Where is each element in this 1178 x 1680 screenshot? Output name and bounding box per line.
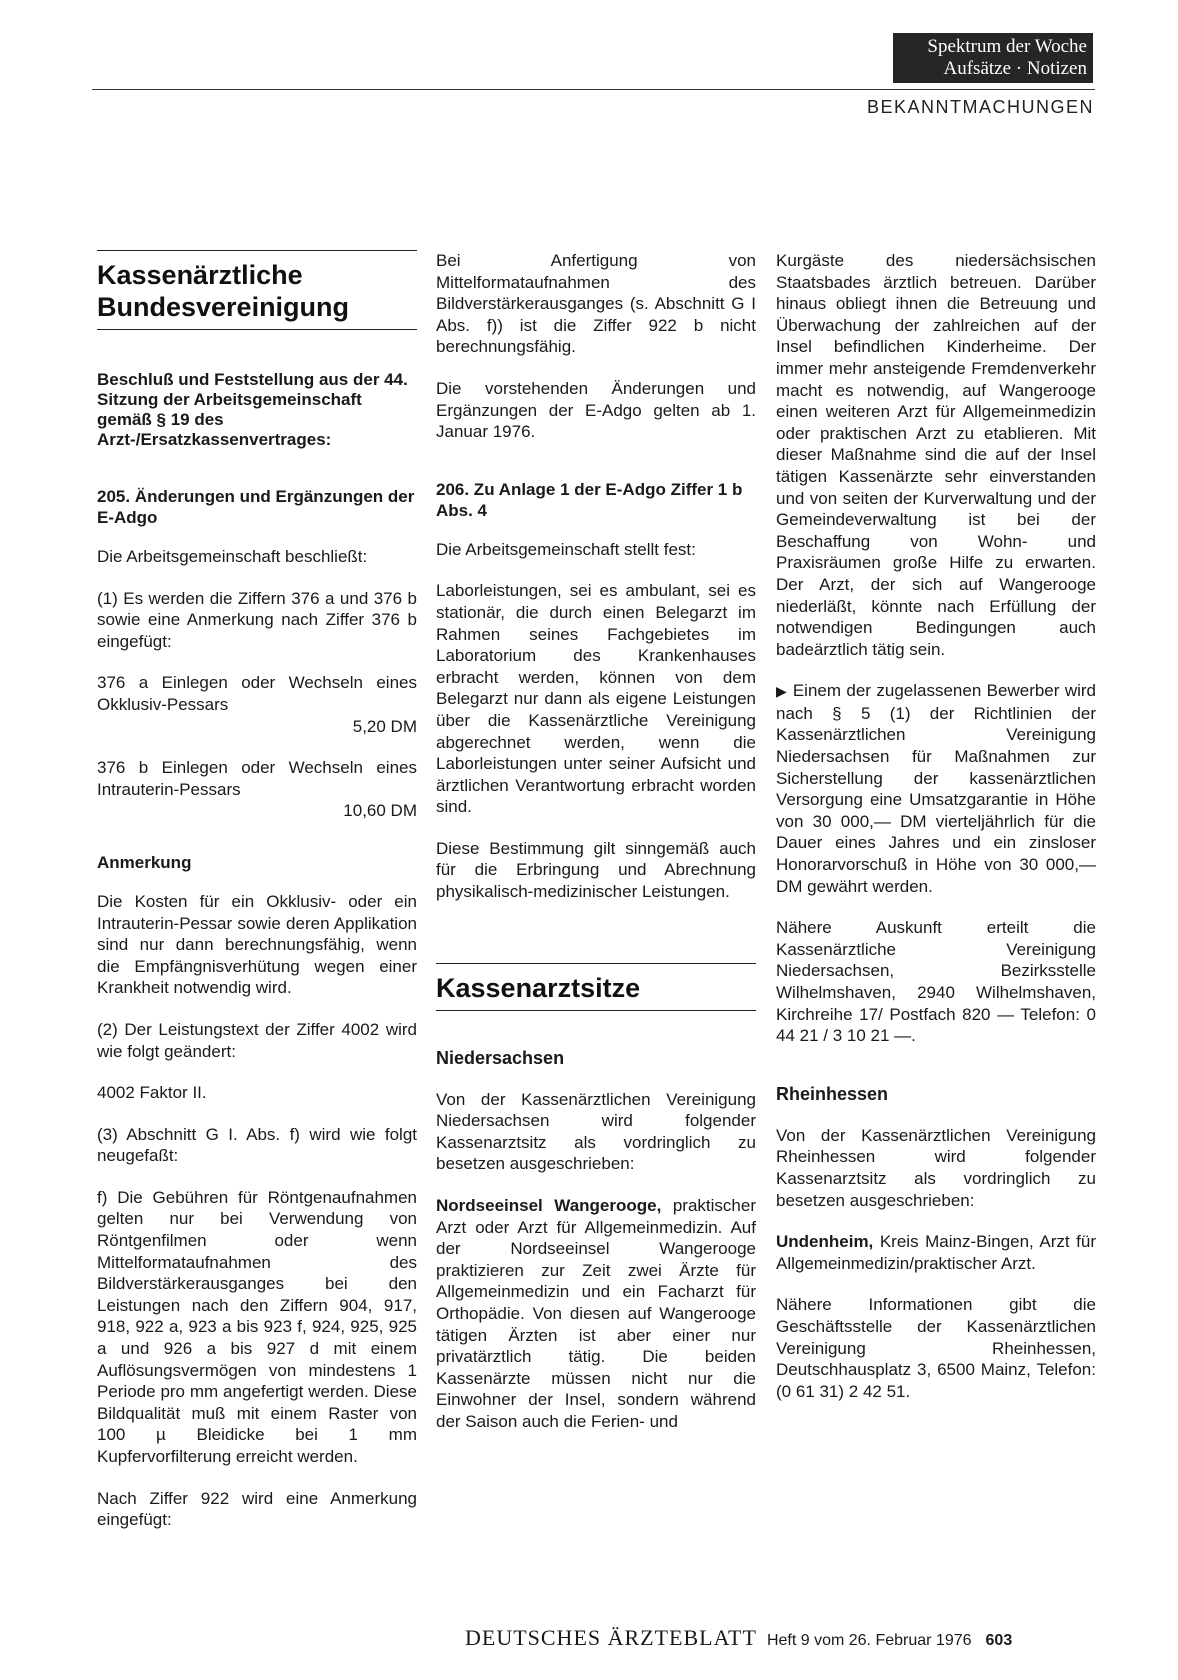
paragraph-text: Kreis Mainz-Bingen, Arzt für Allgemeinmedizin/praktischer Arzt. xyxy=(776,1232,1096,1273)
paragraph: (2) Der Leistungstext der Ziffer 4002 wird wie folgt geändert: xyxy=(97,1019,417,1061)
section-label: BEKANNTMACHUNGEN xyxy=(866,97,1094,117)
rubric-line-2: Aufsätze · Notizen xyxy=(943,58,1087,79)
fee-item-376a xyxy=(97,672,417,737)
fee-item-price: 10,60 DM xyxy=(343,801,417,821)
place-name: Undenheim, xyxy=(776,1232,874,1252)
journal-name: DEUTSCHES ÄRZTEBLATT xyxy=(465,1625,757,1650)
fee-item-price: 5,20 DM xyxy=(352,716,417,736)
paragraph: 4002 Faktor II. xyxy=(97,1083,207,1103)
arrow-icon: ▶ xyxy=(776,683,788,700)
heading-206: 206. Zu Anlage 1 der E-Adgo Ziffer 1 b Abs. 4 xyxy=(436,479,743,520)
paragraph: (1) Es werden die Ziffern 376 a und 376 b sowie eine Anmerkung nach Ziffer 376 b eingefügt: xyxy=(97,588,417,651)
paragraph: Kurgäste des niedersächsischen Staatsbades ärztlich betreuen. Darüber hinaus obliegt ihnen die Betreuung und Überwachung der zahlreichen auf der Insel befindlichen Kinderheime. Der immer mehr ansteigende Fremdenverkehr macht es notwendig, auf Wangerooge einen weiteren Arzt für Allgemeinmedizin oder praktischen Arzt zu etablieren. Mit dieser Maßnahme sind die auf der Insel tätigen Kassenärzte sehr einverstanden und von seiten der Kurverwaltung und der Gemeindeverwaltung ist bei der Beschaffung von Wohn- und Praxisräumen große Hilfe zu erwarten. Der Arzt, der sich auf Wangerooge niederläßt, könnte nach Erfüllung der notwendigen Bedingungen auch badeärztlich tätig sein. xyxy=(776,251,1096,659)
fee-item-label: 376 a Einlegen oder Wechseln eines Okklusiv-Pessars xyxy=(97,673,417,714)
heading-rheinhessen: Rheinhessen xyxy=(776,1083,889,1104)
paragraph: Nach Ziffer 922 wird eine Anmerkung eingefügt: xyxy=(97,1488,417,1530)
page-footer xyxy=(465,1625,1095,1651)
paragraph xyxy=(776,1231,1096,1274)
column-3 xyxy=(776,250,1096,1422)
heading-anmerkung: Anmerkung xyxy=(97,852,192,872)
page-number: 603 xyxy=(985,1632,1013,1649)
paragraph: Die vorstehenden Änderungen und Ergänzungen der E-Adgo gelten ab 1. Januar 1976. xyxy=(436,378,756,442)
paragraph: f) Die Gebühren für Röntgenaufnahmen gelten nur bei Verwendung von Röntgenfilmen oder wenn Mittelformataufnahmen des Bildverstärkerausganges bei den Leistungen nach den Ziffern 904, 917, 918, 922 a, 923 a bis 923 f, 924, 925, 925 a und 926 a bis 927 d mit einem Auflösungsvermögen von mindestens 1 Periode pro mm angefertigt werden. Diese Bildqualität muß mit einem Raster von 100 µ Bleidicke bei 1 mm Kupfervorfilterung erreicht werden. xyxy=(97,1187,417,1466)
paragraph xyxy=(776,680,1096,897)
paragraph-text: Einem der zugelassenen Bewerber wird nach § 5 (1) der Richtlinien der Kassenärztlichen Vereinigung Niedersachsen für Maßnahmen zur Sicherstellung der kassenärztlichen Versorgung eine Umsatzgarantie in Höhe von 30 000,— DM vierteljährlich für die Dauer eines Jahres und ein zinsloser Honorarvorschuß in Höhe von 30 000,— DM gewährt werden. xyxy=(776,681,1096,896)
fee-item-376b xyxy=(97,757,417,822)
paragraph: Nähere Informationen gibt die Geschäftsstelle der Kassenärztlichen Vereinigung Rheinhessen, Deutschhausplatz 3, 6500 Mainz, Telefon: (0 61 31) 2 42 51. xyxy=(776,1295,1096,1401)
fee-item-price-row xyxy=(97,716,417,738)
heading-niedersachsen: Niedersachsen xyxy=(436,1047,565,1068)
paragraph: Von der Kassenärztlichen Vereinigung Rheinhessen wird folgender Kassenarztsitz als vordringlich zu besetzen ausgeschrieben: xyxy=(776,1125,1096,1210)
header-rule xyxy=(92,89,1095,90)
paragraph: Die Arbeitsgemeinschaft stellt fest: xyxy=(436,539,696,559)
fee-item-label: 376 b Einlegen oder Wechseln eines Intrauterin-Pessars xyxy=(97,758,417,799)
paragraph xyxy=(436,1195,756,1433)
resolution-intro: Beschluß und Feststellung aus der 44. Sitzung der Arbeitsgemeinschaft gemäß § 19 des Arzt-/Ersatzkassenvertrages: xyxy=(97,370,408,449)
paragraph: Bei Anfertigung von Mittelformataufnahmen des Bildverstärkerausganges (s. Abschnitt G I Abs. f)) ist die Ziffer 922 b nicht berechnungsfähig. xyxy=(436,251,756,357)
article-title-kassenarztsitze: Kassenarztsitze xyxy=(436,963,756,1011)
heading-205: 205. Änderungen und Ergänzungen der E-Adgo xyxy=(97,487,415,527)
paragraph-text: praktischer Arzt oder Arzt für Allgemeinmedizin. Auf der Nordseeinsel Wangerooge praktizieren zur Zeit zwei Ärzte für Allgemeinmedizin und ein Facharzt für Orthopädie. Von diesen auf Wangerooge tätigen Ärzten ist aber einer nur privatärztlich tätig. Die beiden Kassenärzte müssen nicht nur die Einwohner der Insel, sondern während der Saison auch die Ferien- und xyxy=(436,1196,756,1431)
paragraph: (3) Abschnitt G I. Abs. f) wird wie folgt neugefaßt: xyxy=(97,1124,417,1166)
paragraph: Die Arbeitsgemeinschaft beschließt: xyxy=(97,547,368,566)
place-name: Nordseeinsel Wangerooge, xyxy=(436,1196,662,1216)
paragraph: Laborleistungen, sei es ambulant, sei es stationär, die durch einen Belegarzt im Rahmen seines Fachgebietes im Laboratorium des Krankenhauses erbracht werden, können von dem Belegarzt nur dann als eigene Leistungen über die Kassenärztliche Vereinigung abgerechnet werden, wenn die Laborleistungen unter seiner Aufsicht und ärztlichen Verantwortung erbracht worden sind. xyxy=(436,581,756,817)
fee-item-price-row xyxy=(97,800,417,822)
issue-info: Heft 9 vom 26. Februar 1976 xyxy=(766,1632,972,1649)
column-1 xyxy=(97,250,417,1551)
article-title-kbv: Kassenärztliche Bundesvereinigung xyxy=(97,250,417,330)
paragraph: Nähere Auskunft erteilt die Kassenärztliche Vereinigung Niedersachsen, Bezirksstelle Wilhelmshaven, 2940 Wilhelmshaven, Kirchreihe 17/ Postfach 820 — Telefon: 0 44 21 / 3 10 21 —. xyxy=(776,918,1096,1046)
column-2 xyxy=(436,250,756,1453)
paragraph: Diese Bestimmung gilt sinngemäß auch für die Erbringung und Abrechnung physikalisch-medizinischer Leistungen. xyxy=(436,838,756,902)
rubric-box xyxy=(893,33,1093,83)
paragraph: Von der Kassenärztlichen Vereinigung Niedersachsen wird folgender Kassenarztsitz als vordringlich zu besetzen ausgeschrieben: xyxy=(436,1089,756,1174)
rubric-line-1: Spektrum der Woche xyxy=(927,36,1087,57)
paragraph: Die Kosten für ein Okklusiv- oder ein Intrauterin-Pessar sowie deren Applikation sind nur dann berechnungsfähig, wenn die Empfängnisverhütung wegen einer Krankheit notwendig wird. xyxy=(97,891,417,998)
